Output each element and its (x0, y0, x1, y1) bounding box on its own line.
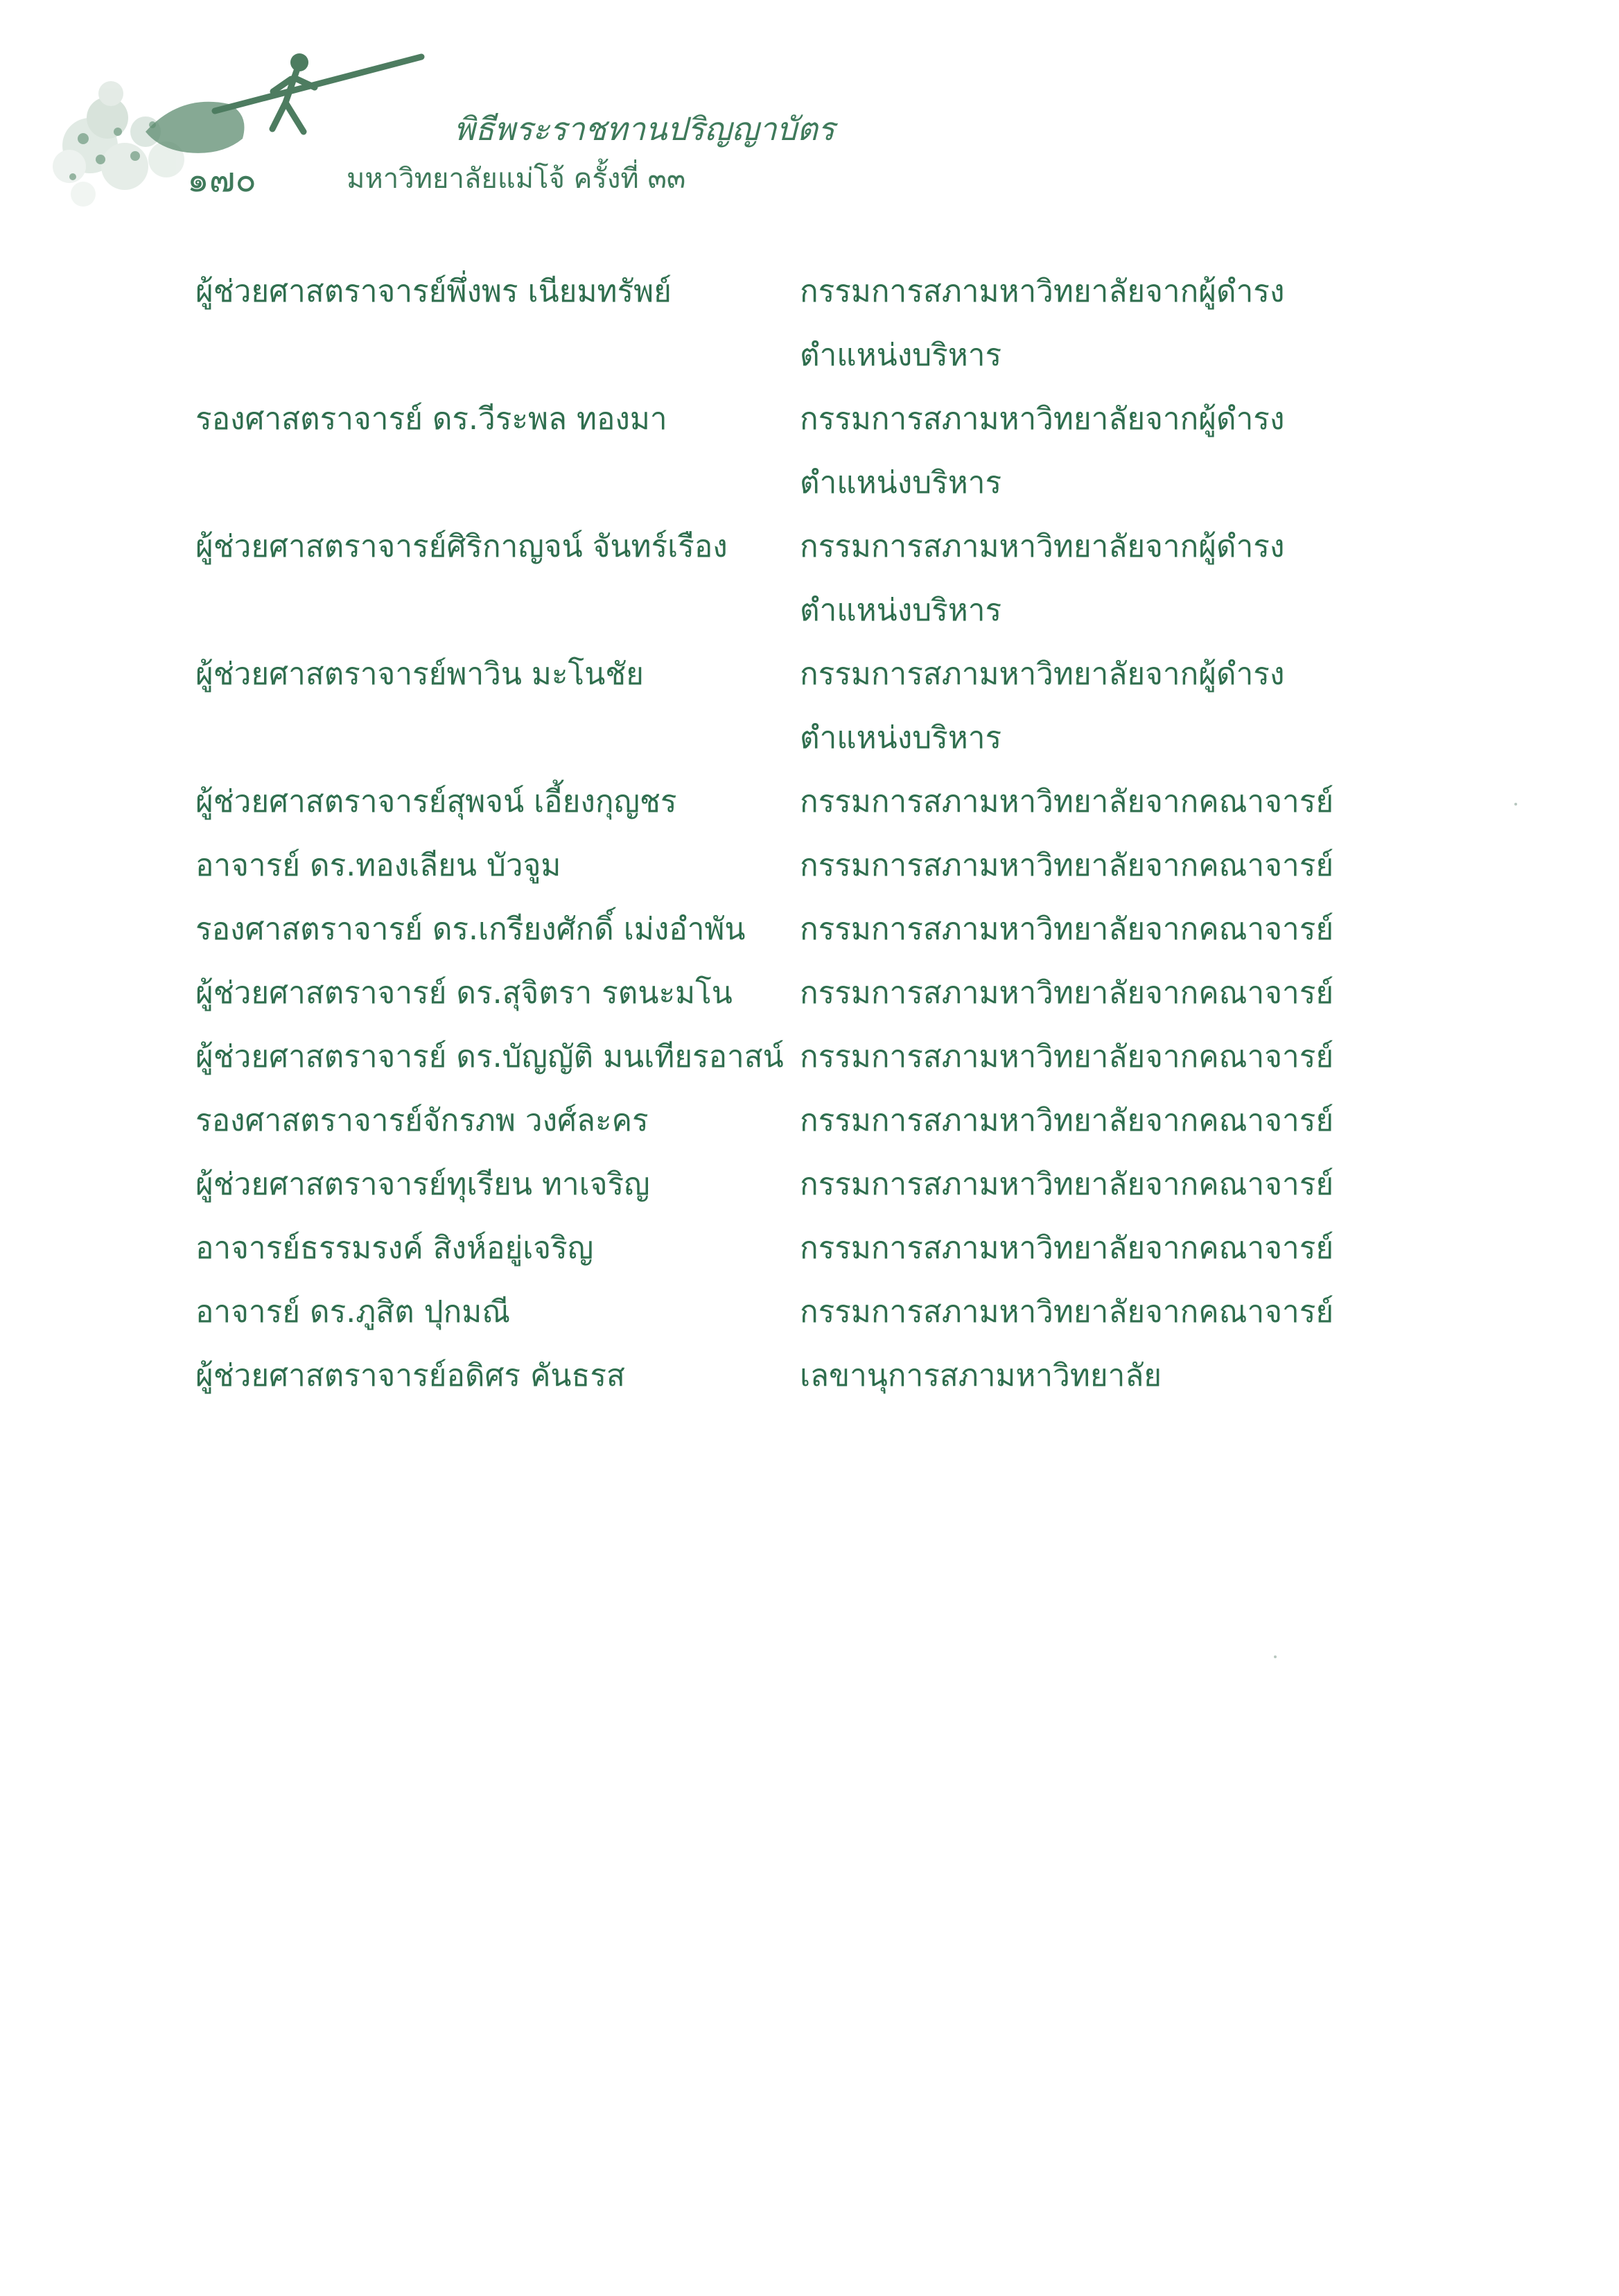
member-row (195, 515, 1374, 643)
member-role-line: กรรมการสภามหาวิทยาลัยจากผู้ดำรง (800, 401, 1285, 437)
member-row (195, 1089, 1374, 1153)
member-name: รองศาสตราจารย์จักรภพ วงศ์ละคร (195, 1103, 649, 1138)
member-role (800, 1025, 1374, 1089)
member-name: ผู้ช่วยศาสตราจารย์อดิศร คันธรส (195, 1358, 625, 1393)
member-name: รองศาสตราจารย์ ดร.วีระพล ทองมา (195, 401, 667, 437)
member-role-line: กรรมการสภามหาวิทยาลัยจากคณาจารย์ (800, 1230, 1334, 1266)
member-row (195, 898, 1374, 962)
member-role (800, 770, 1374, 834)
member-role-line: เลขานุการสภามหาวิทยาลัย (800, 1358, 1162, 1393)
scan-speck (1274, 1655, 1277, 1658)
member-name: อาจารย์ ดร.ทองเลียน บัวจูม (195, 848, 561, 883)
member-role (800, 643, 1374, 770)
member-row (195, 260, 1374, 388)
page-header (0, 0, 901, 229)
member-role-line: ตำแหน่งบริหาร (800, 465, 1002, 501)
member-role-line: กรรมการสภามหาวิทยาลัยจากคณาจารย์ (800, 784, 1334, 819)
council-member-list (195, 260, 1374, 1408)
member-name: ผู้ช่วยศาสตราจารย์ ดร.สุจิตรา รตนะมโน (195, 975, 733, 1011)
member-role-line: ตำแหน่งบริหาร (800, 720, 1002, 756)
member-role-line: กรรมการสภามหาวิทยาลัยจากผู้ดำรง (800, 656, 1285, 692)
member-role (800, 1153, 1374, 1217)
member-row (195, 388, 1374, 515)
page-number: ๑๗๐ (187, 159, 256, 200)
member-name: อาจารย์ธรรมรงค์ สิงห์อยู่เจริญ (195, 1230, 594, 1266)
member-name: ผู้ช่วยศาสตราจารย์สุพจน์ เอี้ยงกุญชร (195, 784, 677, 819)
member-role-line: ตำแหน่งบริหาร (800, 593, 1002, 628)
member-role (800, 1217, 1374, 1280)
member-role (800, 898, 1374, 962)
member-role-line: กรรมการสภามหาวิทยาลัยจากคณาจารย์ (800, 1167, 1334, 1202)
member-name: ผู้ช่วยศาสตราจารย์พาวิน มะโนชัย (195, 656, 644, 692)
member-role-line: ตำแหน่งบริหาร (800, 338, 1002, 373)
member-role-line: กรรมการสภามหาวิทยาลัยจากคณาจารย์ (800, 1294, 1334, 1330)
member-role (800, 515, 1374, 643)
member-row (195, 1153, 1374, 1217)
member-role-line: กรรมการสภามหาวิทยาลัยจากคณาจารย์ (800, 1103, 1334, 1138)
member-role-line: กรรมการสภามหาวิทยาลัยจากคณาจารย์ (800, 975, 1334, 1011)
member-role (800, 962, 1374, 1025)
member-role (800, 388, 1374, 515)
member-role (800, 1344, 1374, 1408)
member-row (195, 1280, 1374, 1344)
member-row (195, 1217, 1374, 1280)
member-role (800, 260, 1374, 388)
member-role-line: กรรมการสภามหาวิทยาลัยจากคณาจารย์ (800, 1039, 1334, 1075)
member-name: ผู้ช่วยศาสตราจารย์ศิริกาญจน์ จันทร์เรือง (195, 529, 728, 564)
member-role-line: กรรมการสภามหาวิทยาลัยจากผู้ดำรง (800, 274, 1285, 309)
member-row (195, 962, 1374, 1025)
member-role-line: กรรมการสภามหาวิทยาลัยจากคณาจารย์ (800, 912, 1334, 947)
member-row (195, 770, 1374, 834)
member-name: รองศาสตราจารย์ ดร.เกรียงศักดิ์ เม่งอำพัน (195, 912, 746, 947)
member-role-line: กรรมการสภามหาวิทยาลัยจากคณาจารย์ (800, 848, 1334, 883)
member-row (195, 643, 1374, 770)
member-row (195, 1344, 1374, 1408)
member-name: ผู้ช่วยศาสตราจารย์พึ่งพร เนียมทรัพย์ (195, 274, 672, 309)
scan-speck (1514, 803, 1517, 806)
member-name: อาจารย์ ดร.ภูสิต ปุกมณี (195, 1294, 511, 1330)
ceremony-title: พิธีพระราชทานปริญญาบัตร (454, 110, 835, 148)
member-role-line: กรรมการสภามหาวิทยาลัยจากผู้ดำรง (800, 529, 1285, 564)
member-role (800, 1089, 1374, 1153)
member-role (800, 834, 1374, 898)
member-role (800, 1280, 1374, 1344)
member-name: ผู้ช่วยศาสตราจารย์ ดร.บัญญัติ มนเทียรอาสน์ (195, 1039, 784, 1075)
university-edition-line: มหาวิทยาลัยแม่โจ้ ครั้งที่ ๓๓ (347, 163, 686, 195)
member-row (195, 834, 1374, 898)
member-row (195, 1025, 1374, 1089)
member-name: ผู้ช่วยศาสตราจารย์ทุเรียน ทาเจริญ (195, 1167, 650, 1202)
